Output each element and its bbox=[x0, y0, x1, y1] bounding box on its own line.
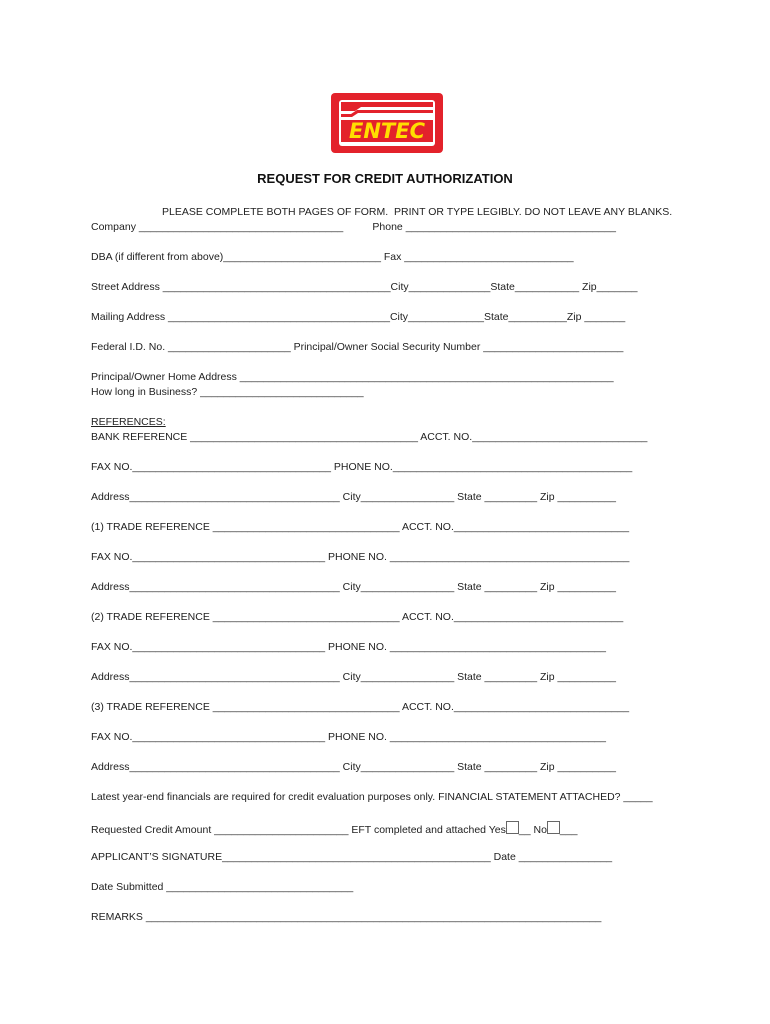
home-address-line[interactable]: Principal/Owner Home Address ________________________________________________________________ bbox=[91, 371, 614, 383]
signature-date-line[interactable]: APPLICANT’S SIGNATURE______________________________________________ Date ________________ bbox=[91, 851, 613, 863]
federal-id-line[interactable]: Federal I.D. No. _____________________ Principal/Owner Social Security Number ________________________ bbox=[91, 341, 624, 353]
trade-reference-2-line[interactable]: (2) TRADE REFERENCE ________________________________ ACCT. NO._____________________________ bbox=[91, 611, 624, 623]
trade-1-address-line[interactable]: Address____________________________________ City________________ State _________ Zip __________ bbox=[91, 581, 616, 593]
bank-address-line[interactable]: Address____________________________________ City________________ State _________ Zip __________ bbox=[91, 491, 616, 503]
trade-3-address-line[interactable]: Address____________________________________ City________________ State _________ Zip __________ bbox=[91, 761, 616, 773]
trade-reference-3-line[interactable]: (3) TRADE REFERENCE ________________________________ ACCT. NO.______________________________ bbox=[91, 701, 630, 713]
form-title: REQUEST FOR CREDIT AUTHORIZATION bbox=[257, 171, 513, 186]
dba-fax-line[interactable]: DBA (if different from above)___________________________ Fax _____________________________ bbox=[91, 251, 574, 263]
eft-no-label: __ No bbox=[518, 824, 547, 836]
references-heading: REFERENCES: bbox=[91, 416, 166, 428]
how-long-line[interactable]: How long in Business? ____________________________ bbox=[91, 386, 364, 398]
instructions-text: PLEASE COMPLETE BOTH PAGES OF FORM. PRINT OR TYPE LEGIBLY. DO NOT LEAVE ANY BLANKS. bbox=[162, 206, 673, 218]
eft-no-blank: ___ bbox=[559, 824, 578, 836]
company-phone-line[interactable]: Company ___________________________________ Phone ____________________________________ bbox=[91, 221, 616, 233]
entec-logo bbox=[331, 93, 443, 153]
bank-reference-line[interactable]: BANK REFERENCE _______________________________________ ACCT. NO.______________________________ bbox=[91, 431, 648, 443]
date-submitted-line[interactable]: Date Submitted ________________________________ bbox=[91, 881, 354, 893]
eft-yes-checkbox[interactable] bbox=[506, 821, 519, 834]
trade-reference-1-line[interactable]: (1) TRADE REFERENCE ________________________________ ACCT. NO.______________________________ bbox=[91, 521, 630, 533]
street-address-line[interactable]: Street Address _______________________________________City______________State___________ Zip_______ bbox=[91, 281, 638, 293]
logo-text: ENTEC bbox=[348, 119, 426, 143]
trade-2-address-line[interactable]: Address____________________________________ City________________ State _________ Zip __________ bbox=[91, 671, 616, 683]
financials-line[interactable]: Latest year-end financials are required for credit evaluation purposes only. FINANCIAL STATEMENT ATTACHED? _____ bbox=[91, 791, 653, 803]
trade-1-fax-phone-line[interactable]: FAX NO._________________________________ PHONE NO. _________________________________________ bbox=[91, 551, 630, 563]
remarks-line[interactable]: REMARKS ______________________________________________________________________________ bbox=[91, 911, 602, 923]
mailing-address-line[interactable]: Mailing Address ______________________________________City_____________State__________Zip _______ bbox=[91, 311, 626, 323]
bank-fax-phone-line[interactable]: FAX NO.__________________________________ PHONE NO._________________________________________ bbox=[91, 461, 633, 473]
requested-credit-line bbox=[91, 821, 577, 837]
trade-3-fax-phone-line[interactable]: FAX NO._________________________________ PHONE NO. _____________________________________ bbox=[91, 731, 606, 743]
eft-no-checkbox[interactable] bbox=[547, 821, 560, 834]
trade-2-fax-phone-line[interactable]: FAX NO._________________________________ PHONE NO. _____________________________________ bbox=[91, 641, 606, 653]
credit-amount-label[interactable]: Requested Credit Amount _______________________ EFT completed and attached Yes bbox=[91, 824, 506, 836]
